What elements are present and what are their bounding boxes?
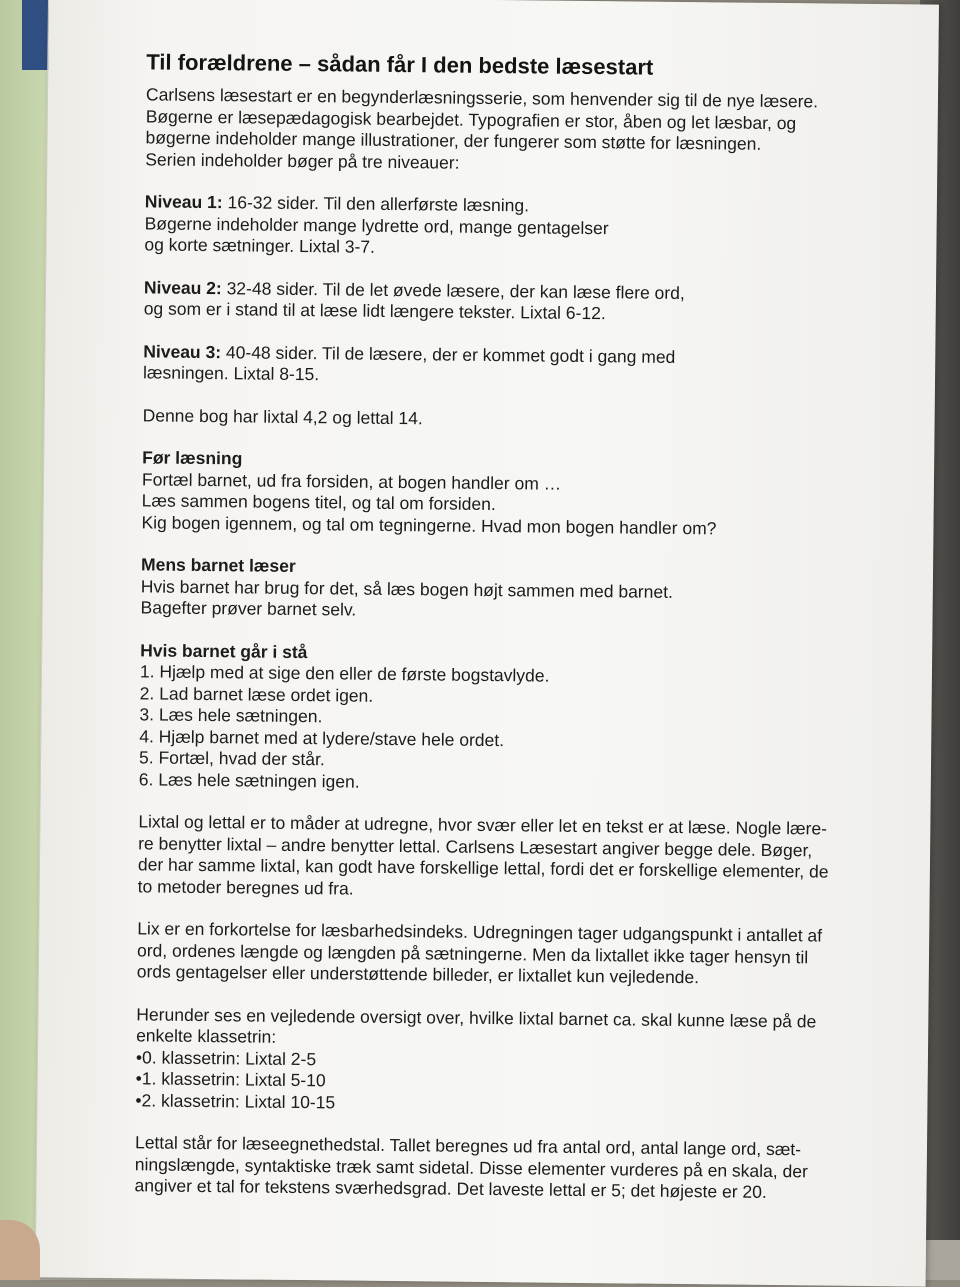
list-item: • 1. klassetrin: Lixtal 5-10 [136, 1068, 881, 1097]
text-line: læsningen. Lixtal 8-15. [142, 362, 320, 385]
text-line: Fortæl barnet, ud fra forsiden, at bogen handler om … [141, 468, 562, 494]
overview-section [135, 1004, 881, 1119]
grade-list [135, 1047, 881, 1119]
text-line: Hvis barnet har brug for det, så læs bogen højt sammen med barnet. [140, 575, 673, 602]
lix-lettal-paragraph [138, 811, 884, 905]
text-line: Bagefter prøver barnet selv. [140, 597, 357, 620]
text-line: ningslængde, syntaktiske træk samt sidetal. Disse elementer vurderes på en skala, der [134, 1153, 808, 1181]
background-cover-spine [22, 0, 50, 70]
level-2-label: Niveau 2: [143, 276, 222, 298]
list-item: 6. Læs hele sætningen igen. [138, 768, 360, 792]
level-3-paragraph [143, 341, 888, 392]
text-line: Lixtal og lettal er to måder at udregne, hvor svær eller let en tekst er at læse. Nogle lære- [138, 811, 828, 839]
intro-paragraph [145, 84, 891, 178]
text-line: ord, ordenes længde og længden på sætningerne. Men da lixtallet ikke tager hensyn til [136, 939, 809, 967]
level-1-paragraph [144, 191, 890, 263]
list-item: • 2. klassetrin: Lixtal 10-15 [135, 1090, 880, 1119]
book-page [35, 0, 939, 1287]
list-item: 2. Lad barnet læse ordet igen. [139, 682, 374, 706]
text-line: Læs sammen bogens titel, og tal om forsiden. [141, 490, 496, 515]
while-reading-heading: Mens barnet læser [140, 554, 296, 576]
text-line: bøgerne indeholder mange illustrationer, der fungerer som støtte for læsningen. [145, 127, 762, 154]
text-line: ords gentagelser eller understøttende billeder, er lixtallet kun vejledende. [136, 961, 700, 988]
list-item: 1. Hjælp med at sige den eller de første bogstavlyde. [139, 661, 550, 686]
text-line: Lix er en forkortelse for læsbarhedsindeks. Udregningen tager udgangspunkt i antallet af [137, 918, 823, 946]
lettal-explained-paragraph [134, 1132, 880, 1204]
level-2-paragraph [144, 277, 889, 328]
steps-list [139, 661, 885, 798]
text-line: enkelte klassetrin: [136, 1025, 277, 1047]
text-line: angiver et tal for tekstens sværhedsgrad. Det laveste lettal er 5; det højeste er 20. [134, 1175, 767, 1202]
before-reading-heading: Før læsning [142, 447, 243, 469]
level-1-text: 16-32 sider. Til den allerførste læsning. [222, 192, 530, 216]
list-item: 4. Hjælp barnet med at lydere/stave hele ordet. [139, 725, 505, 750]
text-line: der har samme lixtal, kan godt have forskellige lettal, fordi det er forskellige elementer, de [137, 854, 829, 882]
stuck-heading: Hvis barnet går i stå [140, 639, 308, 662]
level-3-label: Niveau 3: [143, 340, 222, 362]
text-line: to metoder beregnes ud fra. [137, 875, 354, 899]
text-line: Bøgerne er læsepædagogisk bearbejdet. Typografien er stor, åben og let læsbar, og [145, 105, 797, 133]
stuck-section [139, 640, 886, 798]
list-item: 3. Læs hele sætningen. [139, 704, 323, 727]
text-line: Kig bogen igennem, og tal om tegningerne. Hvad mon bogen handler om? [141, 511, 717, 538]
level-3-text: 40-48 sider. Til de læsere, der er kommet godt i gang med [221, 341, 676, 367]
text-line: og korte sætninger. Lixtal 3-7. [144, 234, 376, 257]
text-line: re benytter lixtal – andre benytter lettal. Carlsens Læsestart angiver begge dele. Bøger, [138, 832, 813, 860]
text-line: Herunder ses en vejledende oversigt over, hvilke lixtal barnet ca. skal kunne læse på de [136, 1003, 817, 1031]
level-1-label: Niveau 1: [144, 191, 223, 213]
book-info: Denne bog har lixtal 4,2 og lettal 14. [142, 404, 423, 428]
while-reading-section [141, 554, 887, 626]
lix-explained-paragraph [137, 918, 883, 990]
text-line: Carlsens læsestart er en begynderlæsningsserie, som henvender sig til de nye læsere. [145, 84, 819, 112]
level-2-text: 32-48 sider. Til de let øvede læsere, der kan læse flere ord, [221, 277, 685, 303]
text-line: og som er i stand til at læse lidt længere tekster. Lixtal 6-12. [143, 298, 606, 324]
text-line: Bøgerne indeholder mange lydrette ord, mange gentagelser [144, 212, 609, 238]
before-reading-section [141, 447, 887, 541]
text-line: Serien indeholder bøger på tre niveauer: [145, 148, 460, 173]
page-content [134, 48, 891, 1204]
list-item: • 0. klassetrin: Lixtal 2-5 [136, 1047, 881, 1076]
text-line: Lettal står for læseegnethedstal. Tallet beregnes ud fra antal ord, antal lange ord, sæt- [134, 1132, 802, 1160]
list-item: 5. Fortæl, hvad der står. [138, 747, 325, 770]
page-title: Til forældrene – sådan får I den bedste læsestart [146, 49, 654, 80]
